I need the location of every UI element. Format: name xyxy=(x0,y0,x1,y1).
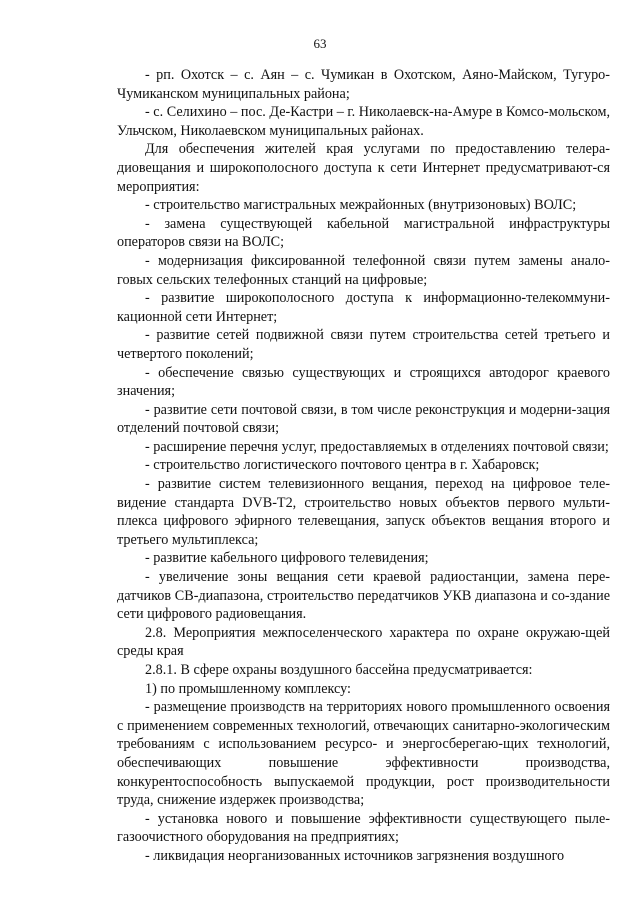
list-item-digital-tv: - развитие систем телевизионного вещания, переход на цифровое теле-видение стандарта DVB-T2, строительство новых объектов первого мульти-плекса цифрового эфирного телевещания, запуск объектов вещания второго и третьего мультиплекса; xyxy=(117,476,610,548)
list-item-mobile-networks: - развитие сетей подвижной связи путем строительства сетей третьего и четвертого поколений; xyxy=(117,327,610,362)
paragraph-telecom-intro: Для обеспечения жителей края услугами по предоставлению телера-диовещания и широкополосного доступа к сети Интернет предусматривают-ся мероприятия: xyxy=(117,141,610,195)
list-item-pollution-sources: - ликвидация неорганизованных источников загрязнения воздушного xyxy=(145,847,565,864)
list-item-postal-network: - развитие сети почтовой связи, в том числе реконструкция и модерни-зация отделений почтовой связи; xyxy=(117,401,610,437)
paragraph-route-okhotsk: - рп. Охотск – с. Аян – с. Чумикан в Охотском, Аяно-Майском, Тугуро-Чумиканском муниципальных района; xyxy=(117,67,610,102)
list-item-telephony-modernization: - модернизация фиксированной телефонной связи путем замены анало-говых сельских телефонных станций на цифровые; xyxy=(117,252,610,288)
list-item-broadband: - развитие широкополосного доступа к информационно-телекоммуни-кационной сети Интернет; xyxy=(117,290,610,325)
list-item-fiber-construction: - строительство магистральных межрайонных (внутризоновых) ВОЛС; xyxy=(145,197,577,214)
section-heading-2-8: 2.8. Мероприятия межпоселенческого характера по охране окружаю-щей среды края xyxy=(117,624,610,660)
page-number: 63 xyxy=(313,36,327,51)
list-heading-industrial: 1) по промышленному комплексу: xyxy=(145,680,351,697)
list-item-dust-gas-equipment: - установка нового и повышение эффективности существующего пыле-газоочистного оборудования на предприятиях; xyxy=(117,810,610,846)
list-item-industrial-placement: - размещение производств на территориях нового промышленного освоения с применением современных технологий, отвечающих санитарно-экологическим требованиям с использованием ресурсо- и энергосберегаю-щих технологий, обеспечивающих повышение эффективности производства, конкурентоспособность выпускаемой продукции, рост производительности труда, снижение издержек производства; xyxy=(117,699,610,809)
list-item-cable-replacement: - замена существующей кабельной магистральной инфраструктуры операторов связи на ВОЛС; xyxy=(117,215,610,251)
document-body xyxy=(117,66,610,866)
list-item-logistics-center: - строительство логистического почтового центра в г. Хабаровск; xyxy=(145,457,540,474)
list-item-radio: - увеличение зоны вещания сети краевой радиостанции, замена пере-датчиков СВ-диапазона, строительство передатчиков УКВ диапазона и со-здание сети цифрового радиовещания. xyxy=(117,569,610,623)
subsection-heading-2-8-1: 2.8.1. В сфере охраны воздушного бассейна предусматривается: xyxy=(145,662,533,678)
paragraph-route-selikhino: - с. Селихино – пос. Де-Кастри – г. Николаевск-на-Амуре в Комсо-мольском, Ульчском, Николаевском муниципальных районах. xyxy=(117,104,610,139)
list-item-cable-tv: - развитие кабельного цифрового телевидения; xyxy=(145,550,429,567)
list-item-road-coverage: - обеспечение связью существующих и строящихся автодорог краевого значения; xyxy=(117,364,610,400)
list-item-postal-services: - расширение перечня услуг, предоставляемых в отделениях почтовой связи; xyxy=(145,438,609,455)
